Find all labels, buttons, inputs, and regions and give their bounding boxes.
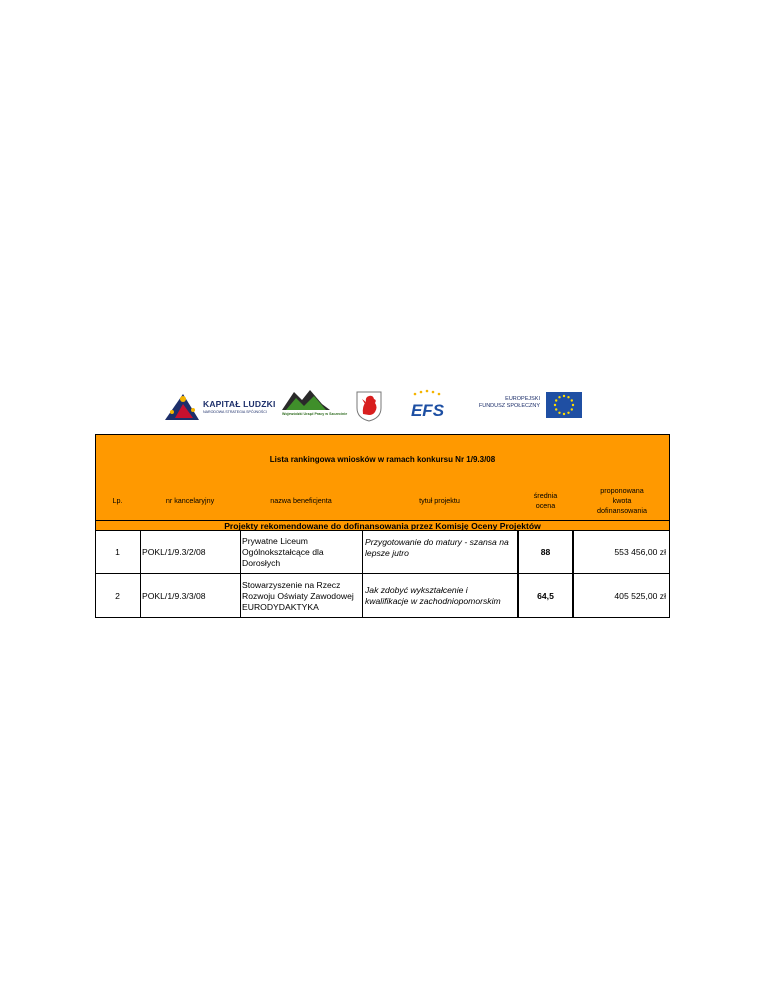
section-header bbox=[95, 520, 670, 531]
eu-fund-line1: EUROPEJSKI bbox=[505, 396, 540, 402]
cell-nr: POKL/1/9.3/3/08 bbox=[142, 590, 206, 601]
coat-of-arms-logo bbox=[355, 390, 383, 422]
grid-line bbox=[362, 531, 363, 618]
cell-kwota: 405 525,00 zł bbox=[614, 590, 666, 601]
kapital-ludzki-logo bbox=[163, 392, 276, 422]
cell-lp: 1 bbox=[115, 546, 120, 557]
grid-line bbox=[572, 531, 574, 618]
wup-logo bbox=[280, 386, 348, 424]
wup-text: Wojewódzki Urząd Pracy w Szczecinie bbox=[282, 412, 348, 416]
cell-beneficjent: Stowarzyszenie na Rzecz Rozwoju Oświaty Zawodowej EURODYDAKTYKA bbox=[242, 579, 354, 612]
grid-line bbox=[240, 531, 241, 618]
header-kwota: proponowana kwota dofinansowania bbox=[597, 486, 647, 515]
grid-line bbox=[669, 434, 670, 618]
mountains-icon bbox=[280, 386, 332, 412]
cell-tytul: Jak zdobyć wykształcenie i kwalifikacje w zachodniopomorskim bbox=[365, 585, 501, 606]
grid-line bbox=[140, 531, 141, 618]
ranking-table bbox=[95, 434, 670, 618]
table-header-row bbox=[95, 482, 670, 520]
grid-line bbox=[517, 531, 519, 618]
table-row bbox=[95, 574, 670, 618]
table-title: Lista rankingowa wniosków w ramach konkursu Nr 1/9.3/08 bbox=[269, 455, 496, 464]
header-tytul: tytuł projektu bbox=[419, 496, 460, 505]
eu-flag-icon bbox=[546, 392, 582, 418]
eu-fund-text bbox=[470, 396, 540, 410]
logo-strip bbox=[150, 386, 600, 426]
cell-kwota: 553 456,00 zł bbox=[614, 546, 666, 557]
grid-line bbox=[95, 434, 96, 618]
section-title: Projekty rekomendowane do dofinansowania przez Komisję Oceny Projektów bbox=[224, 521, 541, 531]
table-title-band bbox=[95, 434, 670, 483]
kapital-ludzki-title: KAPITAŁ LUDZKI bbox=[203, 399, 276, 409]
eu-fund-line2: FUNDUSZ SPOŁECZNY bbox=[478, 403, 540, 409]
cell-lp: 2 bbox=[115, 590, 120, 601]
efs-logo bbox=[400, 389, 455, 423]
header-nr-kancelaryjny: nr kancelaryjny bbox=[165, 496, 215, 505]
cell-ocena: 64,5 bbox=[537, 590, 554, 601]
cell-ocena: 88 bbox=[540, 546, 551, 557]
efs-emblem-icon bbox=[400, 389, 455, 423]
svg-text:EFS: EFS bbox=[410, 401, 445, 420]
cell-beneficjent: Prywatne Liceum Ogólnokształcące dla Dorosłych bbox=[242, 535, 324, 568]
kapital-ludzki-emblem-icon bbox=[163, 392, 201, 422]
header-lp: Lp. bbox=[112, 496, 123, 505]
cell-nr: POKL/1/9.3/2/08 bbox=[142, 546, 206, 557]
kapital-ludzki-subtitle: NARODOWA STRATEGIA SPÓJNOŚCI bbox=[203, 410, 267, 414]
grid-line bbox=[95, 573, 670, 574]
eu-fund-logo bbox=[470, 392, 582, 420]
grid-line bbox=[95, 617, 670, 618]
table-row bbox=[95, 531, 670, 573]
cell-tytul: Przygotowanie do matury - szansa na lepsze jutro bbox=[365, 537, 509, 558]
griffin-shield-icon bbox=[355, 390, 383, 422]
header-beneficjent: nazwa beneficjenta bbox=[270, 496, 332, 505]
header-ocena: średnia ocena bbox=[533, 491, 558, 510]
